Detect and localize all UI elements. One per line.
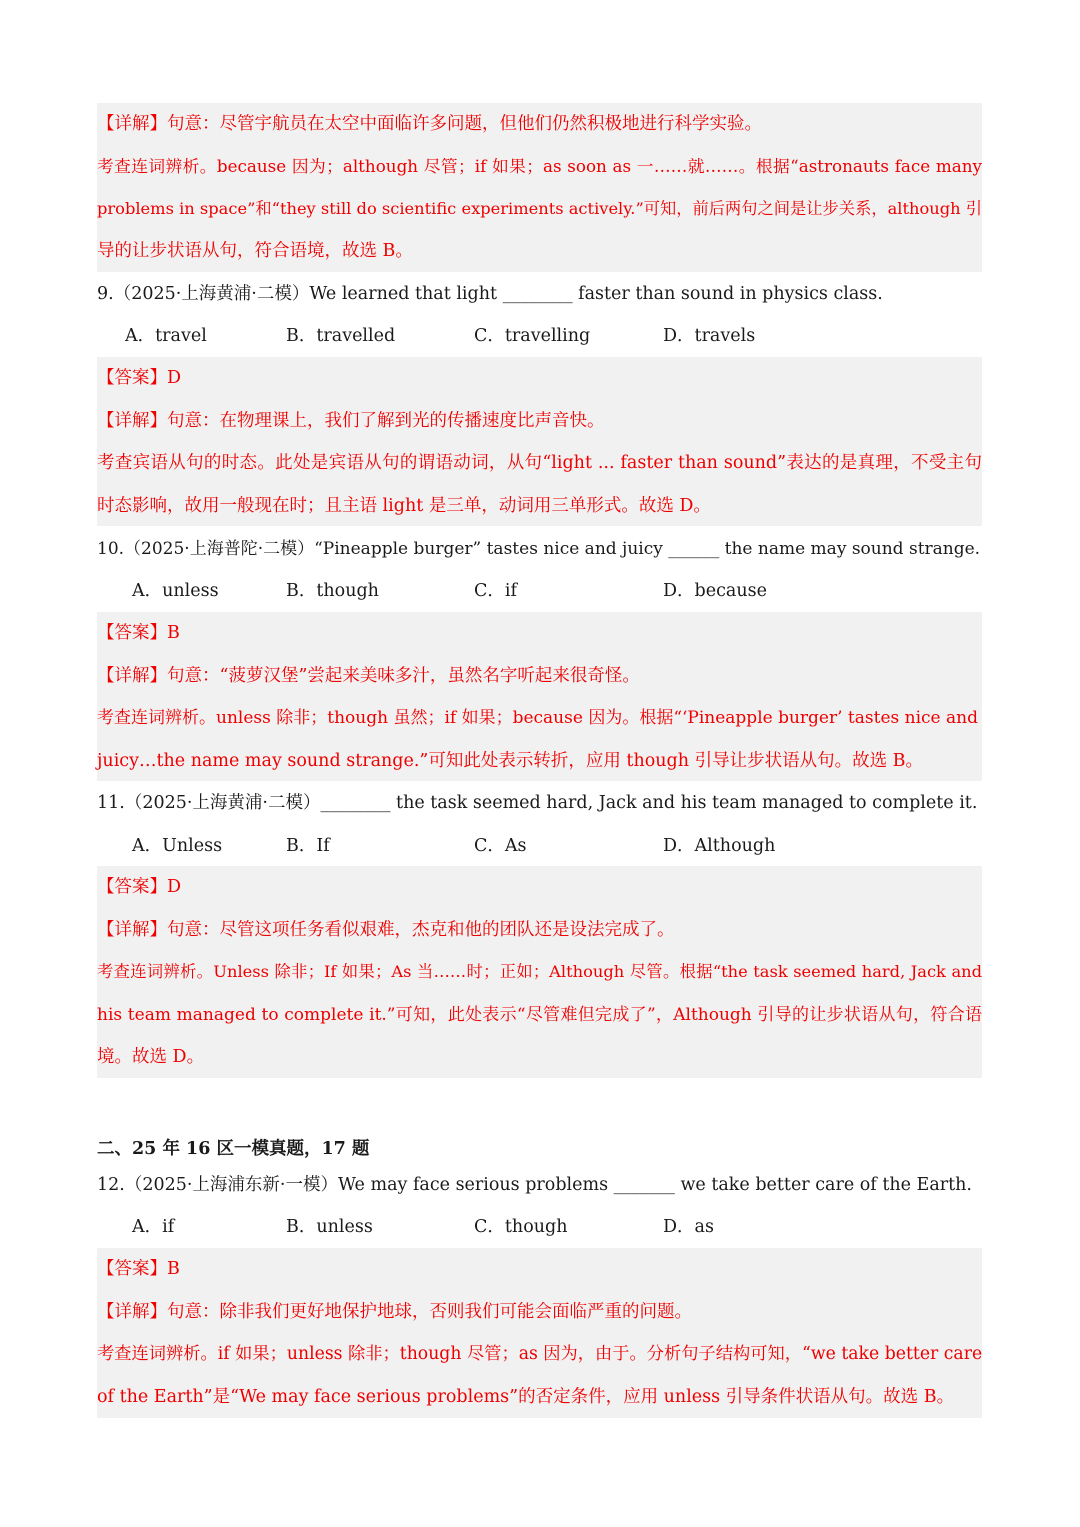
q12-option-b: B．unless: [286, 1217, 373, 1237]
q9-analysis-line-2: 时态影响，故用一般现在时；且主语 light 是三单，动词用三单形式。故选 D。: [97, 496, 711, 516]
q9-option-d: D．travels: [663, 326, 756, 346]
q10-option-d: D．because: [663, 581, 767, 601]
q9-detail: 【详解】句意：在物理课上，我们了解到光的传播速度比声音快。: [97, 411, 605, 431]
q9-analysis-line-1: 考查宾语从句的时态。此处是宾语从句的谓语动词，从句“light ... faster than sound”表达的是真理，不受主句: [97, 453, 982, 473]
q12-detail: 【详解】句意：除非我们更好地保护地球，否则我们可能会面临严重的问题。: [97, 1302, 692, 1322]
q9-option-b: B．travelled: [286, 326, 396, 346]
q12-question: 12.（2025·上海浦东新·一模）We may face serious problems _______ we take better care of the Earth.: [97, 1175, 972, 1195]
q12-option-d: D．as: [663, 1217, 714, 1237]
q11-answer: 【答案】D: [97, 877, 182, 897]
q11-option-d: D．Although: [663, 836, 776, 856]
q10-analysis-line-2: juicy…the name may sound strange.”可知此处表示转折，应用 though 引导让步状语从句。故选 B。: [97, 751, 924, 771]
section-heading: 二、25 年 16 区一模真题，17 题: [97, 1139, 370, 1159]
q8-analysis-line-1: 考查连词辨析。because 因为；although 尽管；if 如果；as soon as 一……就……。根据“astronauts face many: [97, 156, 982, 176]
q11-detail: 【详解】句意：尽管这项任务看似艰难，杰克和他的团队还是设法完成了。: [97, 920, 675, 940]
q12-answer: 【答案】B: [97, 1259, 180, 1279]
q9-option-c: C．travelling: [474, 326, 591, 346]
q12-option-a: A．if: [132, 1217, 175, 1237]
q10-analysis-line-1: 考查连词辨析。unless 除非；though 虽然；if 如果；because 因为。根据“‘Pineapple burger’ tastes nice and: [97, 708, 978, 728]
q8-detail: 【详解】句意：尽管宇航员在太空中面临许多问题，但他们仍然积极地进行科学实验。: [97, 114, 762, 134]
q9-answer: 【答案】D: [97, 368, 182, 388]
q10-question: 10.（2025·上海普陀·二模）“Pineapple burger” tastes nice and juicy ______ the name may sound strange.: [97, 539, 981, 559]
q12-option-c: C．though: [474, 1217, 568, 1237]
q11-question: 11.（2025·上海黄浦·二模）________ the task seemed hard, Jack and his team managed to complete it.: [97, 793, 978, 813]
q11-analysis-line-1: 考查连词辨析。Unless 除非；If 如果；As 当……时；正如；Although 尽管。根据“the task seemed hard, Jack and: [97, 962, 982, 981]
q11-analysis-line-2: his team managed to complete it.”可知，此处表示“尽管难但完成了”，Although 引导的让步状语从句，符合语: [97, 1005, 982, 1025]
q11-option-b: B．If: [286, 836, 330, 856]
q11-option-a: A．Unless: [132, 836, 223, 856]
q10-answer: 【答案】B: [97, 623, 180, 643]
q11-analysis-line-3: 境。故选 D。: [97, 1047, 205, 1067]
q12-analysis-line-2: of the Earth”是“We may face serious problems”的否定条件，应用 unless 引导条件状语从句。故选 B。: [97, 1387, 955, 1407]
q10-option-c: C．if: [474, 581, 517, 601]
q9-question: 9.（2025·上海黄浦·二模）We learned that light ________ faster than sound in physics class.: [97, 284, 883, 304]
q11-option-c: C．As: [474, 836, 527, 856]
q8-analysis-line-2: problems in space”和“they still do scientific experiments actively.”可知，前后两句之间是让步关系，although 引: [97, 199, 982, 218]
q12-analysis-line-1: 考查连词辨析。if 如果；unless 除非；though 尽管；as 因为，由于。分析句子结构可知，“we take better care: [97, 1344, 983, 1364]
q10-detail: 【详解】句意：“菠萝汉堡”尝起来美味多汁，虽然名字听起来很奇怪。: [97, 666, 640, 686]
q10-option-a: A．unless: [132, 581, 219, 601]
q10-option-b: B．though: [286, 581, 379, 601]
q9-option-a: A．travel: [125, 326, 207, 346]
q8-analysis-line-3: 导的让步状语从句，符合语境，故选 B。: [97, 241, 413, 261]
